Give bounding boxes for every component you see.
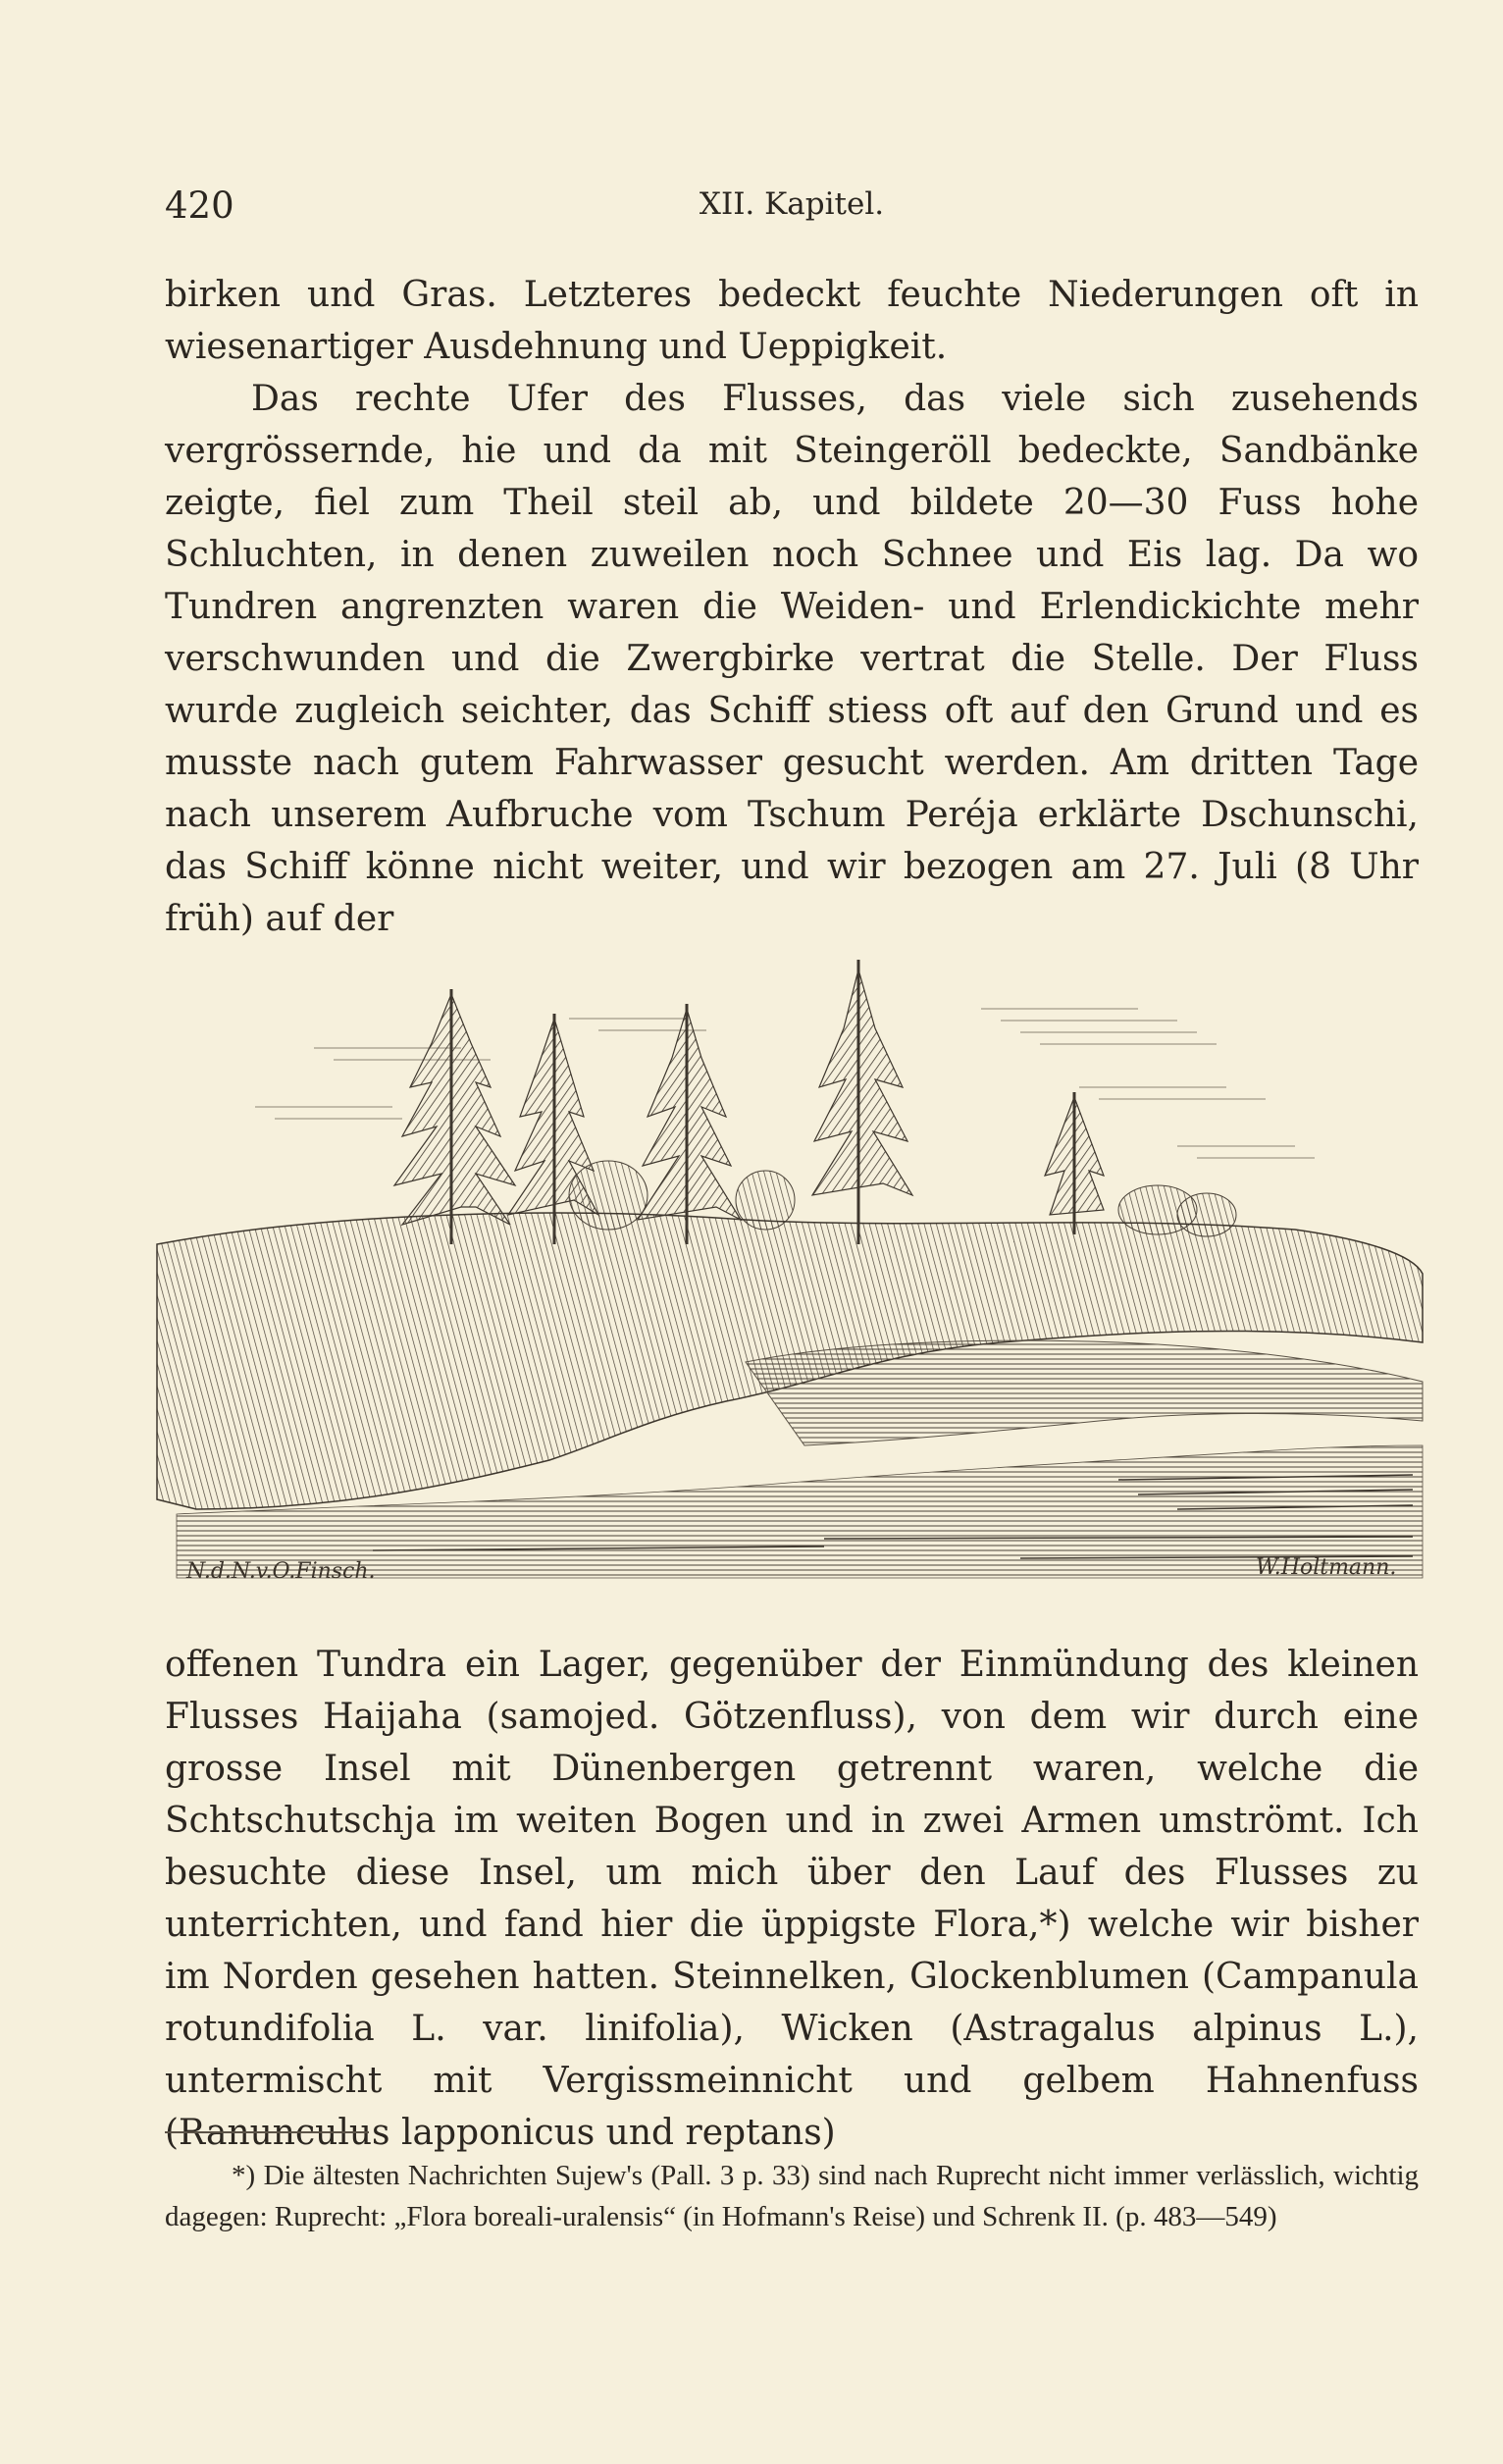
paragraph: offenen Tundra ein Lager, gegenüber der Einmündung des kleinen Flusses Haijaha (samojed. Götzenfluss), von dem wir durch eine grosse Insel mit Dünenbergen getrennt waren, welche die Schtschutschja im weiten Bogen und in zwei Armen umströmt. Ich besuchte diese Insel, um mich über den Lauf des Flusses zu unterrichten, und fand hier die üppigste Flora,*) welche wir bisher im Norden gesehen hatten. Steinnelken, Glockenblumen (Campanula rotundifolia L. var. linifolia), Wicken (Astragalus alpinus L.), untermischt mit Vergissmeinnicht und gelbem Hahnenfuss (Ranunculus lapponicus und reptans) [165, 1645, 1419, 2153]
tundra-landscape-drawing [137, 950, 1432, 1588]
body-text-bottom [165, 1639, 1419, 2159]
footnote-text: Die ältesten Nachrichten Sujew's (Pall. 3 p. 33) sind nach Ruprecht nicht immer verlässlich, wichtig dagegen: Ruprecht: „Flora boreali-uralensis“ (in Hofmann's Reise) und Schrenk II. (p. 483—549) [165, 2160, 1420, 2232]
footnote-marker: *) [232, 2160, 256, 2191]
footnote [165, 2155, 1419, 2237]
page-number: 420 [165, 184, 234, 227]
running-head-chapter: XII. Kapitel. [699, 186, 885, 222]
page-header [165, 184, 1419, 228]
paragraph: Das rechte Ufer des Flusses, das viele sich zusehends vergrössernde, hie und da mit Steingeröll bedeckte, Sandbänke zeigte, fiel zum Theil steil ab, und bildete 20—30 Fuss hohe Schluchten, in denen zuweilen noch Schnee und Eis lag. Da wo Tundren angrenzten waren die Weiden- und Erlendickichte mehr verschwunden und die Zwergbirke vertrat die Stelle. Der Fluss wurde zugleich seichter, das Schiff stiess oft auf den Grund und es musste nach gutem Fahrwasser gesucht werden. Am dritten Tage nach unserem Aufbruche vom Tschum Peréja erklärte Dschunschi, das Schiff könne nicht weiter, und wir bezogen am 27. Juli (8 Uhr früh) auf der [165, 379, 1419, 939]
sandy-ground [746, 1340, 1423, 1445]
artist-signature-right: W.Holtmann. [1256, 1555, 1397, 1580]
engraving-illustration [137, 950, 1432, 1588]
artist-signature-left: N.d.N.v.O.Finsch. [186, 1559, 376, 1584]
paragraph: birken und Gras. Letzteres bedeckt feuchte Niederungen oft in wiesenartiger Ausdehnung und Ueppigkeit. [165, 275, 1419, 367]
body-text-top [165, 269, 1419, 945]
footnote-divider [165, 2131, 369, 2133]
